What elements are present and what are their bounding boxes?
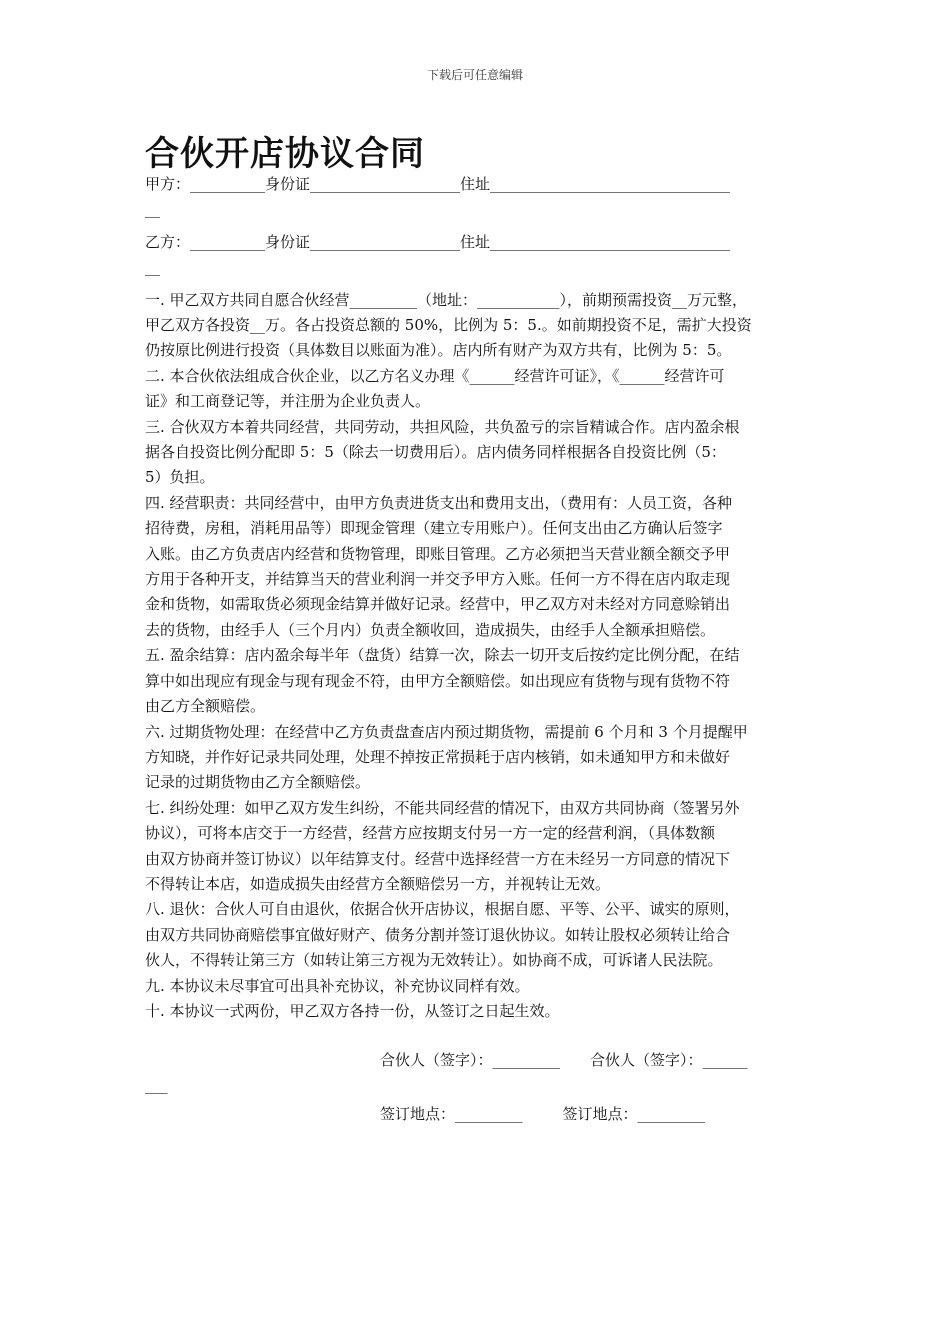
partner-signature-tail: ___ <box>145 1076 168 1095</box>
clause-line: 十. 本协议一式两份，甲乙双方各持一份，从签订之日起生效。 <box>145 1001 560 1020</box>
clause-line: 由双方协商并签订协议）以年结算支付。经营中选择经营一方在未经另一方同意的情况下 <box>145 849 731 868</box>
clause-line: 据各自投资比例分配即 5：5（除去一切费用后）。店内债务同样根据各自投资比例（5： <box>145 443 726 462</box>
signing-place-2: 签订地点：_________ <box>562 1105 706 1124</box>
clause-line: 九. 本协议未尽事宜可出具补充协议，补充协议同样有效。 <box>145 976 530 995</box>
clause-line: 八. 退伙：合伙人可自由退伙，依据合伙开店协议，根据自愿、平等、公平、诚实的原则， <box>145 900 740 919</box>
party-a-tail: __ <box>145 200 160 219</box>
clause-line: 二. 本合伙依法组成合伙企业，以乙方名义办理《______经营许可证》，《______经营许可 <box>145 366 725 385</box>
clause-line: 招待费，房租，消耗用品等）即现金管理（建立专用账户）。任何支出由乙方确认后签字 <box>145 519 723 538</box>
signing-place-row <box>145 1100 810 1128</box>
party-b-tail: __ <box>145 258 160 277</box>
clause-line: 四. 经营职责：共同经营中，由甲方负责进货支出和费用支出，（费用有：人员工资，各种 <box>145 493 733 512</box>
clause-line: 算中如出现应有现金与现有现金不符，由甲方全额赔偿。如出现应有货物与现有货物不符 <box>145 671 731 690</box>
clause-line: 不得转让本店，如造成损失由经营方全额赔偿另一方，并视转让无效。 <box>145 874 611 893</box>
clause-line: 协议），可将本店交于一方经营，经营方应按期支付另一方一定的经营利润，（具体数额 <box>145 824 716 843</box>
signing-place-1: 签订地点：_________ <box>380 1105 523 1124</box>
clause-line: 方知晓，并作好记录共同处理，处理不掉按正常损耗于店内核销，如未通知甲方和未做好 <box>145 747 731 766</box>
clause-line: 由双方共同协商赔偿事宜做好财产、债务分割并签订退伙协议。如转让股权必须转让给合 <box>145 925 731 944</box>
document-title: 合伙开店协议合同 <box>145 134 425 174</box>
partner-signature-row <box>145 1046 810 1074</box>
clause-line: 一. 甲乙双方共同自愿合伙经营_________（地址：___________），前期预需投资__万元整， <box>145 290 748 309</box>
partner-signature-2: 合伙人（签字）：______ <box>590 1051 748 1070</box>
clause-line: 七. 纠纷处理：如甲乙双方发生纠纷，不能共同经营的情况下，由双方共同协商（签署另外 <box>145 798 740 817</box>
party-a-line: 甲方：__________身份证____________________住址________________________________ <box>145 175 731 193</box>
signature-block <box>145 1046 810 1128</box>
clause-line: 仍按原比例进行投资（具体数目以账面为准）。店内所有财产为双方共有，比例为 5：5。 <box>145 341 732 360</box>
clause-line: 入账。由乙方负责店内经营和货物管理，即账目管理。乙方必须把当天营业额全额交予甲 <box>145 544 731 563</box>
partner-signature-1: 合伙人（签字）：_________ <box>380 1051 561 1070</box>
clause-line: 五. 盈余结算：店内盈余每半年（盘货）结算一次，除去一切开支后按约定比例分配，在结 <box>145 646 740 665</box>
clause-line: 六. 过期货物处理：在经营中乙方负责盘查店内预过期货物，需提前 6 个月和 3 个月提醒甲 <box>145 722 748 741</box>
clause-line: 5）负担。 <box>145 468 215 487</box>
clauses <box>145 288 810 1025</box>
clause-line: 伙人，不得转让第三方（如转让第三方视为无效转让）。如协商不成，可诉诸人民法院。 <box>145 951 723 970</box>
clause-line: 证》和工商登记等，并注册为企业负责人。 <box>145 392 431 411</box>
clause-line: 记录的过期货物由乙方全额赔偿。 <box>145 773 371 792</box>
document-body <box>145 172 810 1128</box>
clause-line: 甲乙双方各投资__万。各占投资总额的 50%，比例为 5：5.。如前期投资不足，需扩大投资 <box>145 316 752 334</box>
clause-line: 去的货物，由经手人（三个月内）负责全额收回，造成损失，由经手人全额承担赔偿。 <box>145 620 716 639</box>
clause-line: 金和货物，如需取货必须现金结算并做好记录。经营中，甲乙双方对未经对方同意赊销出 <box>145 595 731 614</box>
party-b-line: 乙方：__________身份证____________________住址________________________________ <box>145 232 731 251</box>
clause-line: 三. 合伙双方本着共同经营，共同劳动，共担风险，共负盈亏的宗旨精诚合作。店内盈余根 <box>145 417 740 436</box>
clause-line: 由乙方全额赔偿。 <box>145 697 266 716</box>
clause-line: 方用于各种开支，并结算当天的营业利润一并交予甲方入账。任何一方不得在店内取走现 <box>145 570 731 589</box>
header-note: 下载后可任意编辑 <box>426 68 523 82</box>
